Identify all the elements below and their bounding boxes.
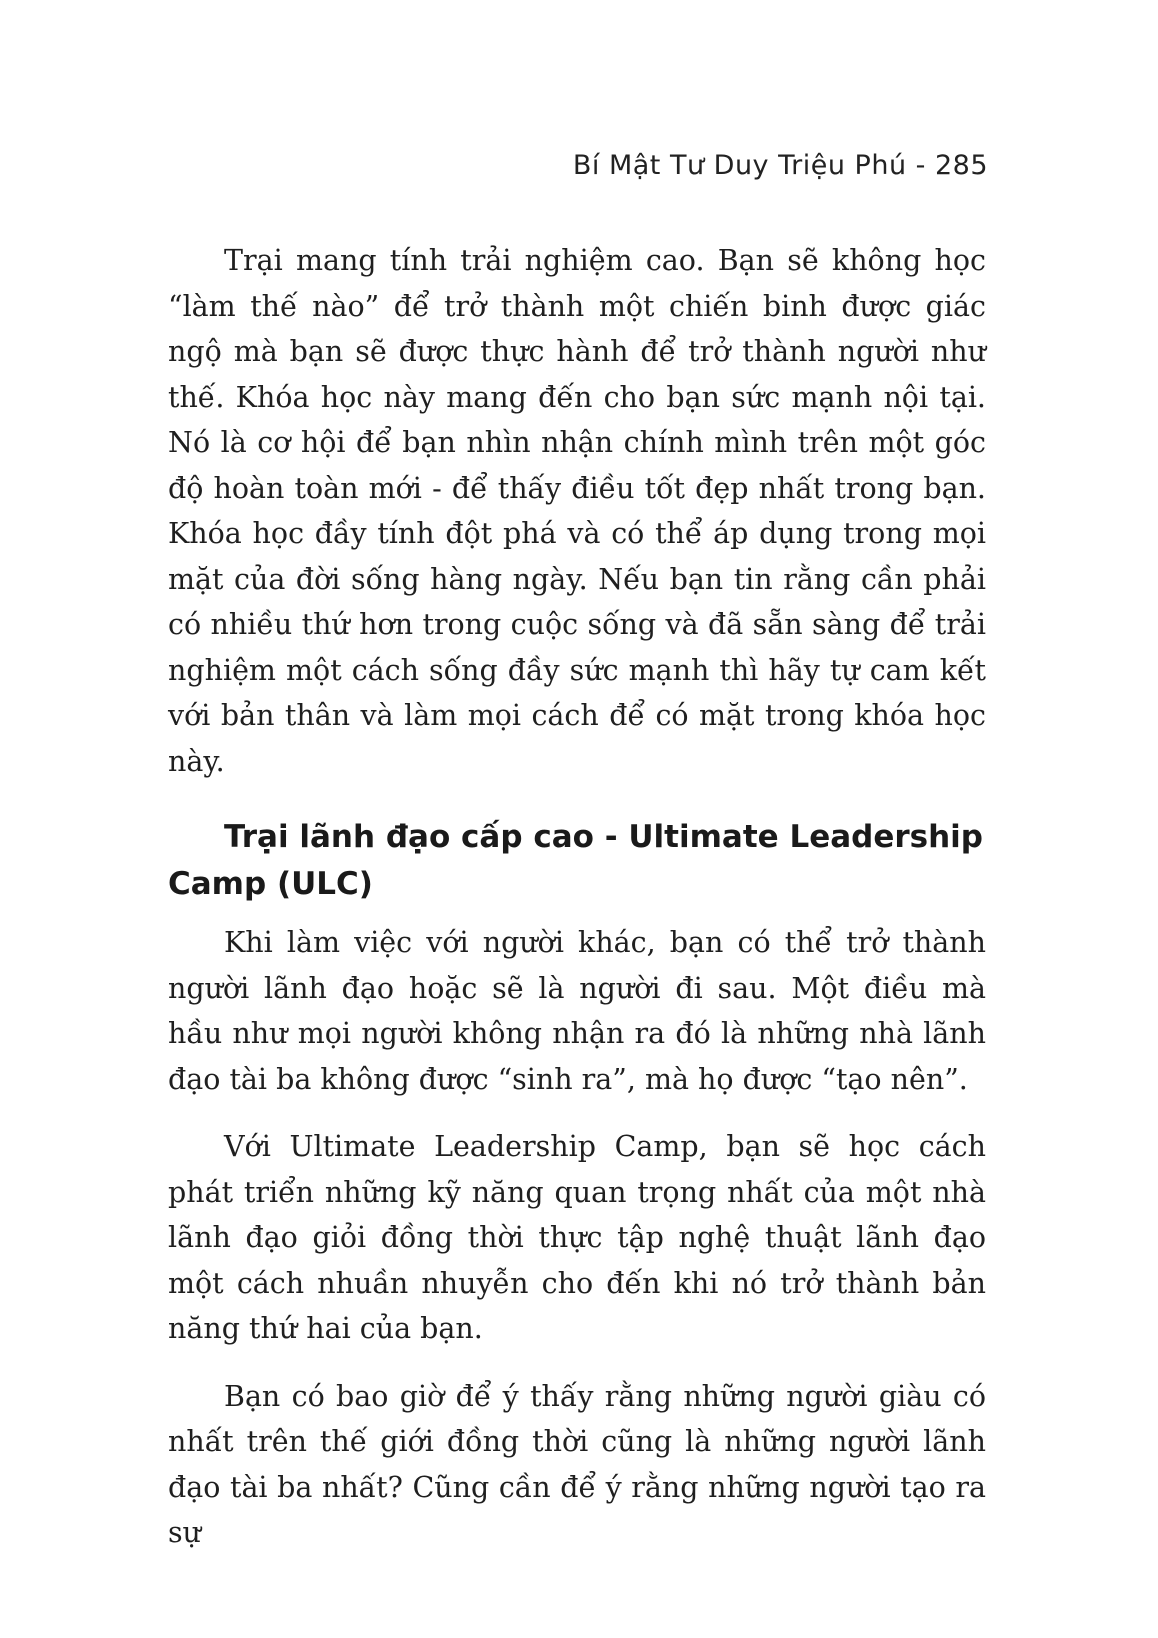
body-paragraph: Với Ultimate Leadership Camp, bạn sẽ học cách phát triển những kỹ năng quan trọng nhất của một nhà lãnh đạo giỏi đồng thời thực tập nghệ thuật lãnh đạo một cách nhuần nhuyễn cho đến khi nó trở thành bản năng thứ hai của bạn. — [168, 1130, 986, 1345]
intro-paragraph: Trại mang tính trải nghiệm cao. Bạn sẽ không học “làm thế nào” để trở thành một chiến binh được giác ngộ mà bạn sẽ được thực hành để trở thành người như thế. Khóa học này mang đến cho bạn sức mạnh nội tại. Nó là cơ hội để bạn nhìn nhận chính mình trên một góc độ hoàn toàn mới - để thấy điều tốt đẹp nhất trong bạn. Khóa học đầy tính đột phá và có thể áp dụng trong mọi mặt của đời sống hàng ngày. Nếu bạn tin rằng cần phải có nhiều thứ hơn trong cuộc sống và đã sẵn sàng để trải nghiệm một cách sống đầy sức mạnh thì hãy tự cam kết với bản thân và làm mọi cách để có mặt trong khóa học này. — [168, 244, 986, 778]
section-heading: Trại lãnh đạo cấp cao - Ultimate Leadership Camp (ULC) — [168, 819, 984, 902]
page-content — [168, 238, 986, 1578]
running-header: Bí Mật Tư Duy Triệu Phú - 285 — [572, 150, 988, 181]
body-paragraph: Bạn có bao giờ để ý thấy rằng những người giàu có nhất trên thế giới đồng thời cũng là những người lãnh đạo tài ba nhất? Cũng cần để ý rằng những người tạo ra sự — [168, 1379, 986, 1549]
body-paragraph: Khi làm việc với người khác, bạn có thể trở thành người lãnh đạo hoặc sẽ là người đi sau. Một điều mà hầu như mọi người không nhận ra đó là những nhà lãnh đạo tài ba không được “sinh ra”, mà họ được “tạo nên”. — [168, 926, 986, 1096]
